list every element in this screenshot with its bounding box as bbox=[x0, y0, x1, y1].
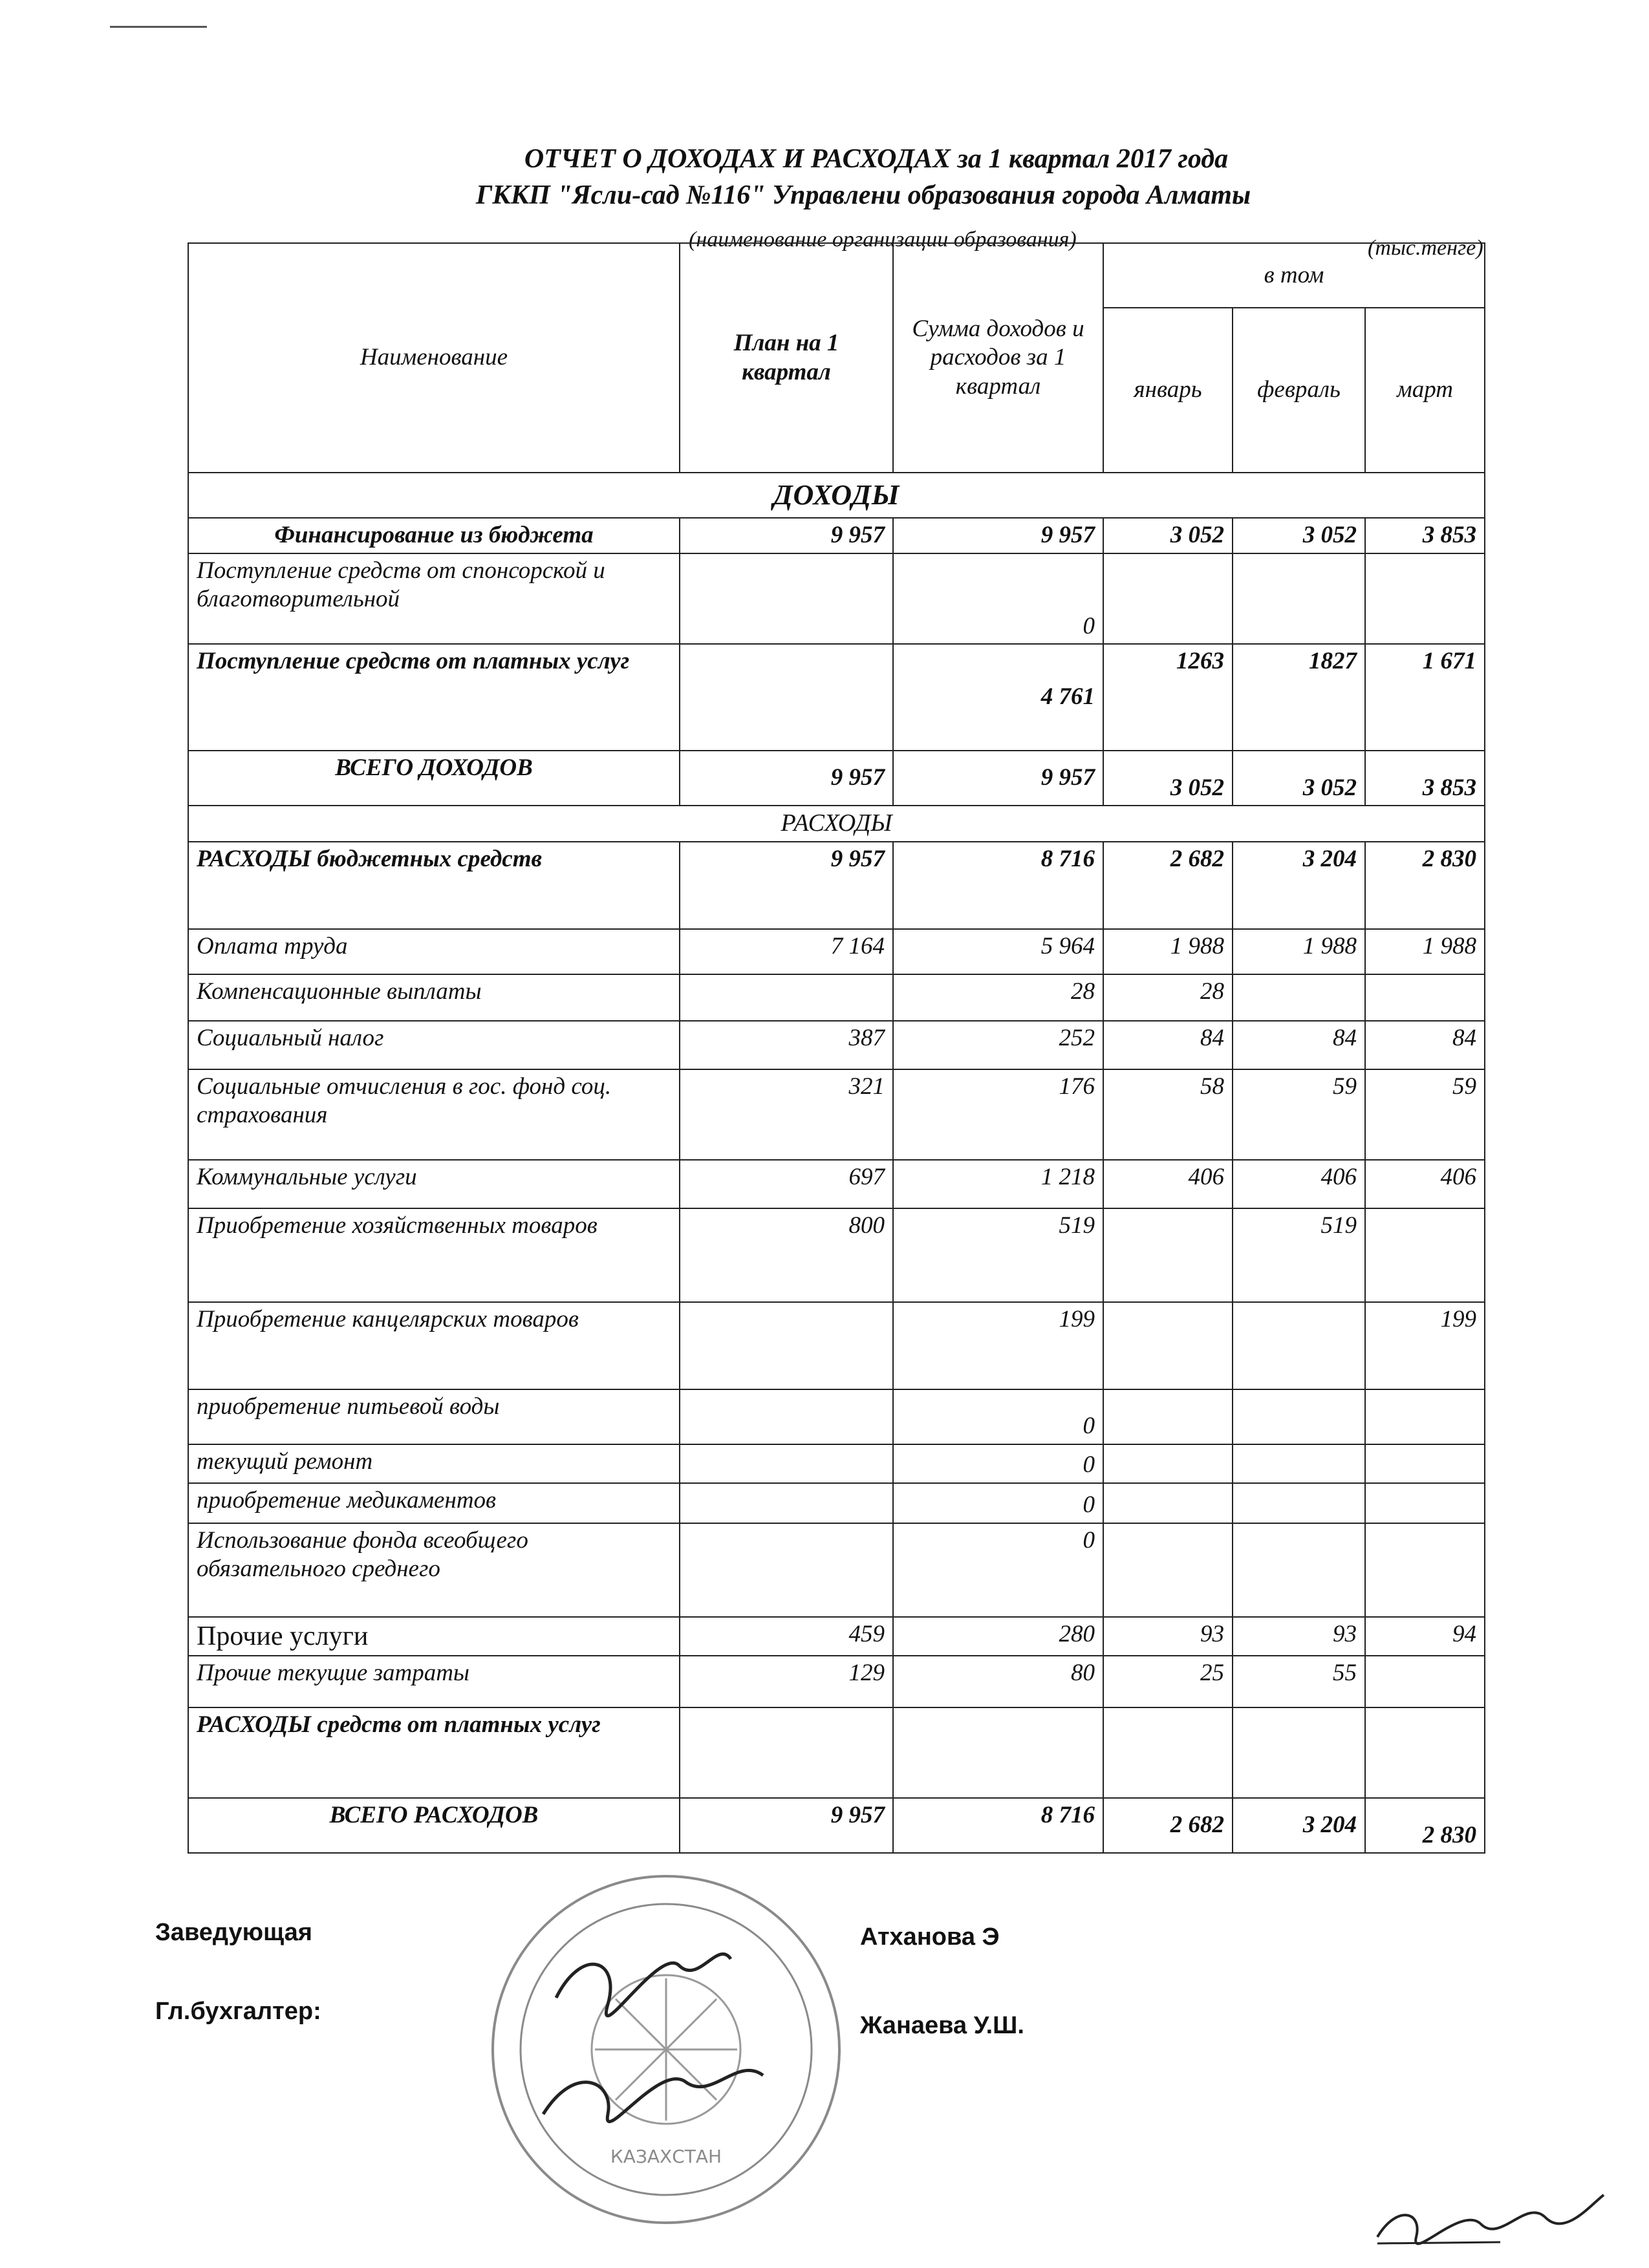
cell-march bbox=[1365, 1523, 1485, 1617]
cell-sum: 5 964 bbox=[893, 929, 1103, 974]
row-name: Социальный налог bbox=[188, 1021, 680, 1069]
cell-february bbox=[1233, 974, 1365, 1021]
cell-february: 1827 bbox=[1233, 644, 1365, 751]
cell-february: 84 bbox=[1233, 1021, 1365, 1069]
table-row bbox=[188, 518, 1485, 553]
cell-march: 199 bbox=[1365, 1302, 1485, 1389]
cell-sum: 1 218 bbox=[893, 1160, 1103, 1208]
column-header-group: в том bbox=[1103, 243, 1485, 308]
cell-february: 55 bbox=[1233, 1656, 1365, 1707]
row-name: Приобретение канцелярских товаров bbox=[188, 1302, 680, 1389]
cell-january: 2 682 bbox=[1103, 842, 1233, 929]
cell-january bbox=[1103, 1523, 1233, 1617]
row-name: Прочие текущие затраты bbox=[188, 1656, 680, 1707]
cell-plan: 9 957 bbox=[680, 518, 893, 553]
cell-january bbox=[1103, 1208, 1233, 1302]
cell-march bbox=[1365, 1483, 1485, 1523]
column-header-plan: План на 1 квартал bbox=[680, 243, 893, 473]
cell-sum: 8 716 bbox=[893, 1798, 1103, 1853]
cell-february bbox=[1233, 1389, 1365, 1444]
official-stamp bbox=[485, 1868, 847, 2231]
cell-plan bbox=[680, 1444, 893, 1483]
table-row bbox=[188, 1444, 1485, 1483]
cell-sum: 28 bbox=[893, 974, 1103, 1021]
cell-sum: 80 bbox=[893, 1656, 1103, 1707]
row-name: Приобретение хозяйственных товаров bbox=[188, 1208, 680, 1302]
currency-unit: (тыс.тенге) bbox=[1368, 236, 1483, 260]
cell-plan: 7 164 bbox=[680, 929, 893, 974]
cell-sum: 519 bbox=[893, 1208, 1103, 1302]
report-title: ОТЧЕТ О ДОХОДАХ И РАСХОДАХ за 1 квартал 2017 года bbox=[524, 144, 1229, 174]
cell-sum: 252 bbox=[893, 1021, 1103, 1069]
cell-march bbox=[1365, 1444, 1485, 1483]
cell-february: 406 bbox=[1233, 1160, 1365, 1208]
cell-january bbox=[1103, 1302, 1233, 1389]
row-name: приобретение питьевой воды bbox=[188, 1389, 680, 1444]
cell-plan bbox=[680, 1302, 893, 1389]
table-row bbox=[188, 1798, 1485, 1853]
table-row bbox=[188, 1021, 1485, 1069]
row-name: Поступление средств от спонсорской и благотворительной bbox=[188, 553, 680, 644]
scan-mark bbox=[110, 26, 207, 28]
section-income: ДОХОДЫ bbox=[188, 473, 1485, 518]
table-row bbox=[188, 842, 1485, 929]
cell-january: 3 052 bbox=[1103, 751, 1233, 806]
cell-plan: 321 bbox=[680, 1069, 893, 1160]
section-expenses: РАСХОДЫ bbox=[188, 806, 1485, 842]
cell-march bbox=[1365, 1656, 1485, 1707]
cell-february bbox=[1233, 553, 1365, 644]
cell-january: 2 682 bbox=[1103, 1798, 1233, 1853]
cell-january: 84 bbox=[1103, 1021, 1233, 1069]
cell-march: 84 bbox=[1365, 1021, 1485, 1069]
cell-february: 3 052 bbox=[1233, 751, 1365, 806]
column-header-january: январь bbox=[1103, 308, 1233, 473]
row-name: Финансирование из бюджета bbox=[188, 518, 680, 553]
table-row bbox=[188, 929, 1485, 974]
cell-march bbox=[1365, 974, 1485, 1021]
cell-plan bbox=[680, 553, 893, 644]
table-row bbox=[188, 1208, 1485, 1302]
cell-sum: 280 bbox=[893, 1617, 1103, 1656]
cell-march: 3 853 bbox=[1365, 751, 1485, 806]
table-row bbox=[188, 1389, 1485, 1444]
head-name: Атханова Э bbox=[860, 1923, 1000, 1951]
cell-sum: 9 957 bbox=[893, 518, 1103, 553]
cell-sum: 0 bbox=[893, 1523, 1103, 1617]
cell-sum: 9 957 bbox=[893, 751, 1103, 806]
table-row bbox=[188, 1707, 1485, 1798]
cell-january bbox=[1103, 1389, 1233, 1444]
cell-march: 2 830 bbox=[1365, 1798, 1485, 1853]
row-name: Оплата труда bbox=[188, 929, 680, 974]
cell-march: 2 830 bbox=[1365, 842, 1485, 929]
organization-title: ГККП "Ясли-сад №116" Управлени образования города Алматы bbox=[475, 180, 1251, 210]
row-name: ВСЕГО ДОХОДОВ bbox=[188, 751, 680, 806]
table-row bbox=[188, 1160, 1485, 1208]
column-header-march: март bbox=[1365, 308, 1485, 473]
cell-january: 3 052 bbox=[1103, 518, 1233, 553]
table-row bbox=[188, 1483, 1485, 1523]
row-name: Компенсационные выплаты bbox=[188, 974, 680, 1021]
cell-plan: 129 bbox=[680, 1656, 893, 1707]
row-name: Поступление средств от платных услуг bbox=[188, 644, 680, 751]
table-row bbox=[188, 553, 1485, 644]
table-row bbox=[188, 1069, 1485, 1160]
head-title: Заведующая bbox=[155, 1919, 312, 1946]
cell-february bbox=[1233, 1707, 1365, 1798]
accountant-title: Гл.бухгалтер: bbox=[155, 1998, 321, 2025]
row-name: РАСХОДЫ бюджетных средств bbox=[188, 842, 680, 929]
cell-march: 3 853 bbox=[1365, 518, 1485, 553]
stamp-text: КАЗАХСТАН bbox=[610, 2146, 722, 2167]
cell-february bbox=[1233, 1483, 1365, 1523]
cell-sum bbox=[893, 1707, 1103, 1798]
row-name: РАСХОДЫ средств от платных услуг bbox=[188, 1707, 680, 1798]
cell-january bbox=[1103, 1444, 1233, 1483]
row-name: Социальные отчисления в гос. фонд соц. страхования bbox=[188, 1069, 680, 1160]
cell-sum: 8 716 bbox=[893, 842, 1103, 929]
cell-january bbox=[1103, 1483, 1233, 1523]
cell-plan bbox=[680, 974, 893, 1021]
cell-february: 3 204 bbox=[1233, 1798, 1365, 1853]
row-name: ВСЕГО РАСХОДОВ bbox=[188, 1798, 680, 1853]
cell-january: 1 988 bbox=[1103, 929, 1233, 974]
cell-sum: 0 bbox=[893, 1389, 1103, 1444]
cell-sum: 4 761 bbox=[893, 644, 1103, 751]
cell-january: 1263 bbox=[1103, 644, 1233, 751]
table-row bbox=[188, 644, 1485, 751]
cell-march: 1 988 bbox=[1365, 929, 1485, 974]
cell-plan: 9 957 bbox=[680, 1798, 893, 1853]
column-header-sum: Сумма доходов и расходов за 1 квартал bbox=[893, 243, 1103, 473]
cell-march: 406 bbox=[1365, 1160, 1485, 1208]
column-header-name: Наименование bbox=[188, 243, 680, 473]
table-row bbox=[188, 1617, 1485, 1656]
cell-plan bbox=[680, 1483, 893, 1523]
cell-january: 406 bbox=[1103, 1160, 1233, 1208]
cell-plan bbox=[680, 1523, 893, 1617]
row-name: приобретение медикаментов bbox=[188, 1483, 680, 1523]
row-name: Прочие услуги bbox=[188, 1617, 680, 1656]
table-row bbox=[188, 1523, 1485, 1617]
cell-january bbox=[1103, 1707, 1233, 1798]
cell-february: 1 988 bbox=[1233, 929, 1365, 974]
table-row bbox=[188, 751, 1485, 806]
cell-march bbox=[1365, 1707, 1485, 1798]
cell-february: 519 bbox=[1233, 1208, 1365, 1302]
cell-plan: 387 bbox=[680, 1021, 893, 1069]
cell-february bbox=[1233, 1523, 1365, 1617]
cell-february: 93 bbox=[1233, 1617, 1365, 1656]
cell-february bbox=[1233, 1444, 1365, 1483]
cell-february bbox=[1233, 1302, 1365, 1389]
cell-march bbox=[1365, 1208, 1485, 1302]
cell-plan: 697 bbox=[680, 1160, 893, 1208]
table-row bbox=[188, 1302, 1485, 1389]
corner-signature bbox=[1371, 2192, 1610, 2256]
cell-january: 28 bbox=[1103, 974, 1233, 1021]
cell-sum: 0 bbox=[893, 1483, 1103, 1523]
cell-plan: 9 957 bbox=[680, 751, 893, 806]
cell-plan: 9 957 bbox=[680, 842, 893, 929]
accountant-name: Жанаева У.Ш. bbox=[860, 2012, 1024, 2039]
cell-february: 59 bbox=[1233, 1069, 1365, 1160]
cell-february: 3 052 bbox=[1233, 518, 1365, 553]
row-name: текущий ремонт bbox=[188, 1444, 680, 1483]
cell-sum: 0 bbox=[893, 1444, 1103, 1483]
cell-plan: 800 bbox=[680, 1208, 893, 1302]
cell-sum: 176 bbox=[893, 1069, 1103, 1160]
cell-plan bbox=[680, 1707, 893, 1798]
cell-sum: 0 bbox=[893, 553, 1103, 644]
cell-march bbox=[1365, 1389, 1485, 1444]
organization-subnote: (наименование организации образования) bbox=[689, 228, 1077, 251]
column-header-february: февраль bbox=[1233, 308, 1365, 473]
cell-march bbox=[1365, 553, 1485, 644]
cell-plan bbox=[680, 644, 893, 751]
report-table bbox=[188, 242, 1485, 1854]
table-row bbox=[188, 1656, 1485, 1707]
cell-march: 94 bbox=[1365, 1617, 1485, 1656]
accountant-signature bbox=[543, 2070, 763, 2121]
cell-march: 59 bbox=[1365, 1069, 1485, 1160]
cell-march: 1 671 bbox=[1365, 644, 1485, 751]
cell-february: 3 204 bbox=[1233, 842, 1365, 929]
cell-plan bbox=[680, 1389, 893, 1444]
cell-january: 93 bbox=[1103, 1617, 1233, 1656]
table-row bbox=[188, 974, 1485, 1021]
cell-january bbox=[1103, 553, 1233, 644]
row-name: Использование фонда всеобщего обязательного среднего bbox=[188, 1523, 680, 1617]
cell-january: 58 bbox=[1103, 1069, 1233, 1160]
row-name: Коммунальные услуги bbox=[188, 1160, 680, 1208]
cell-january: 25 bbox=[1103, 1656, 1233, 1707]
cell-plan: 459 bbox=[680, 1617, 893, 1656]
cell-sum: 199 bbox=[893, 1302, 1103, 1389]
